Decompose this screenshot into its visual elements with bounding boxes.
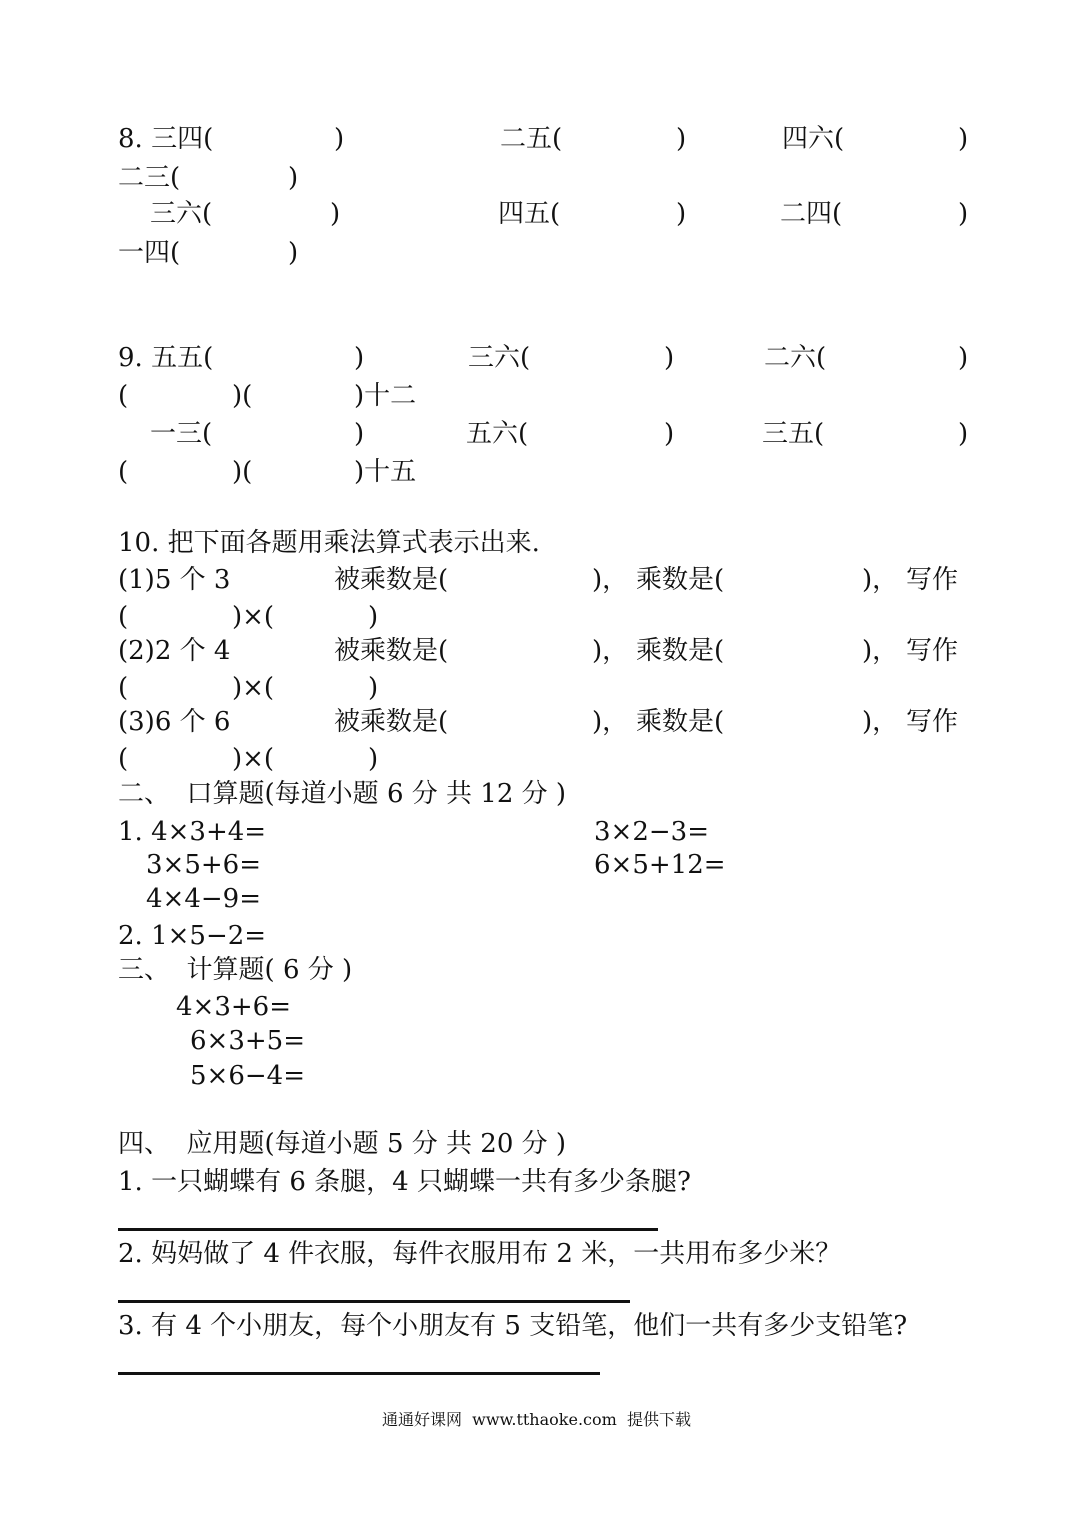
q10-formula: ) [368,602,379,632]
q9-item: 9. 五五( [118,343,214,373]
q9-paren: ) [664,419,675,449]
footer-text: 通通好课网 www.tthaoke.com 提供下载 [382,1410,691,1429]
q10-formula: ( [118,744,129,774]
section-heading: 二、 口算题(每道小题 6 分 共 12 分 ) [118,779,567,809]
q10-formula: ) [368,673,379,703]
word-problem: 1. 一只蝴蝶有 6 条腿，4 只蝴蝶一共有多少条腿? [118,1167,691,1197]
section-heading: 四、 应用题(每道小题 5 分 共 20 分 ) [118,1129,567,1159]
q10-formula: ( [118,602,129,632]
q9-blank: )十五 [354,457,417,487]
q9-paren: ) [354,419,365,449]
q8-paren: ) [288,238,299,268]
expression: 3×2−3= [594,817,709,847]
word-problem: 2. 妈妈做了 4 件衣服，每件衣服用布 2 米，一共用布多少米？ [118,1239,842,1269]
expression: 1. 4×3+4= [118,817,267,847]
expression: 4×3+6= [176,992,291,1022]
expression: 6×3+5= [190,1026,305,1056]
q10-write: 写作 [906,636,959,666]
answer-line [118,1372,600,1375]
q8-paren: ) [288,163,299,193]
q8-paren: ) [334,124,345,154]
q8-paren: ) [676,124,687,154]
q8-item: 四五( [498,199,561,229]
q10-multiplier: 乘数是( [636,636,725,666]
q8-item: 8. 三四( [118,124,214,154]
q9-item: 三五( [762,419,825,449]
q10-multiplicand: 被乘数是( [334,565,449,595]
q8-item: 二四( [780,199,843,229]
q9-item: 二六( [764,343,827,373]
q8-paren: ) [958,124,969,154]
q10-formula: )×( [232,673,275,703]
q9-blank: ( [118,457,129,487]
answer-line [118,1300,630,1303]
q8-paren: ) [330,199,341,229]
q8-paren: ) [676,199,687,229]
expression: 6×5+12= [594,850,726,880]
q10-multiplier: 乘数是( [636,565,725,595]
q8-item: 三六( [150,199,213,229]
q9-item: 一三( [150,419,213,449]
q10-formula: ( [118,673,129,703]
q9-blank: ( [118,381,129,411]
answer-line [118,1228,658,1231]
q10-formula: )×( [232,744,275,774]
q9-paren: ) [958,419,969,449]
q10-sep: )， [862,565,899,595]
q10-multiplier: 乘数是( [636,707,725,737]
q8-paren: ) [958,199,969,229]
expression: 4×4−9= [146,884,261,914]
q10-sep: )， [592,707,629,737]
q10-sep: )， [862,707,899,737]
q10-sep: )， [592,636,629,666]
q10-label: (1)5 个 3 [118,565,231,595]
q10-sep: )， [862,636,899,666]
q9-paren: ) [958,343,969,373]
q8-item: 四六( [782,124,845,154]
expression: 5×6−4= [190,1061,305,1091]
q9-item: 五六( [466,419,529,449]
q10-multiplicand: 被乘数是( [334,636,449,666]
q10-formula: ) [368,744,379,774]
q10-label: (3)6 个 6 [118,707,231,737]
q9-blank: )( [232,381,253,411]
q8-item: 二五( [500,124,563,154]
q9-paren: ) [664,343,675,373]
q10-write: 写作 [906,565,959,595]
q10-formula: )×( [232,602,275,632]
q9-paren: ) [354,343,365,373]
q9-item: 三六( [468,343,531,373]
q10-write: 写作 [906,707,959,737]
expression: 2. 1×5−2= [118,921,267,951]
expression: 3×5+6= [146,850,261,880]
word-problem: 3. 有 4 个小朋友，每个小朋友有 5 支铅笔，他们一共有多少支铅笔? [118,1311,908,1341]
q9-blank: )( [232,457,253,487]
q10-sep: )， [592,565,629,595]
q10-title: 10. 把下面各题用乘法算式表示出来. [118,528,540,558]
q8-item: 一四( [118,238,181,268]
q10-label: (2)2 个 4 [118,636,231,666]
q10-multiplicand: 被乘数是( [334,707,449,737]
section-heading: 三、 计算题( 6 分 ) [118,955,353,985]
q9-blank: )十二 [354,381,417,411]
q8-item: 二三( [118,163,181,193]
